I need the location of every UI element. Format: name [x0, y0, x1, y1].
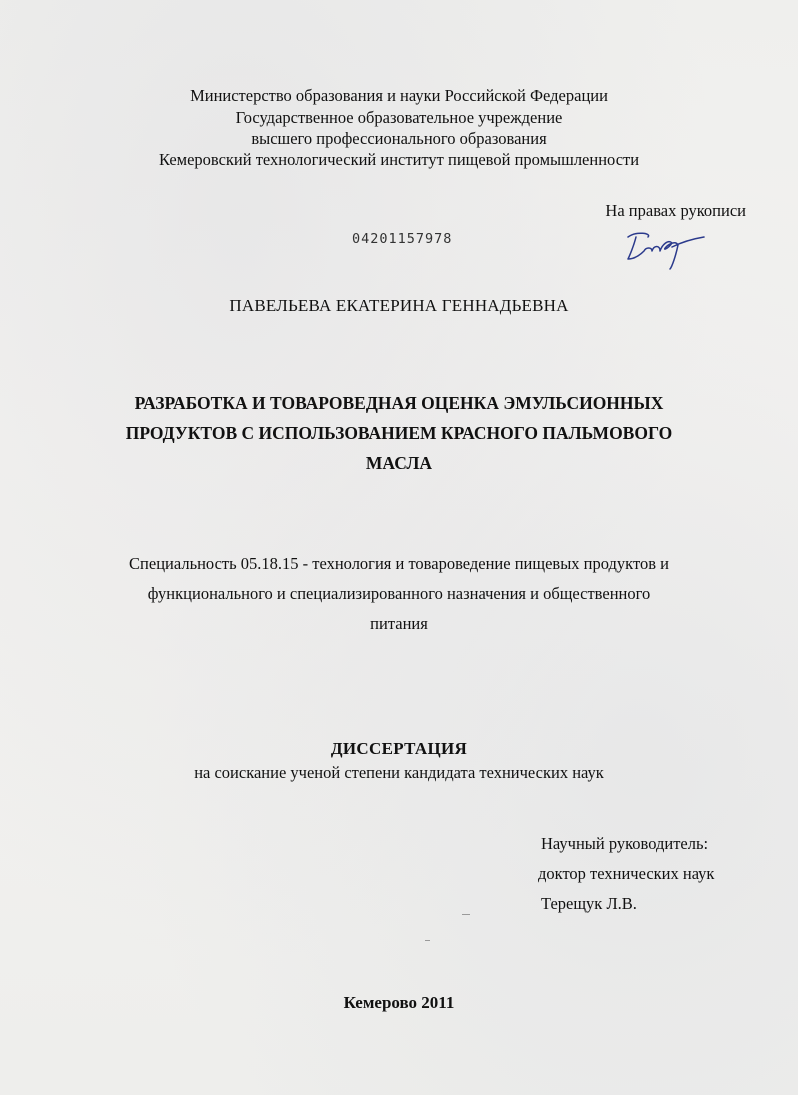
title-line: ПРОДУКТОВ С ИСПОЛЬЗОВАНИЕМ КРАСНОГО ПАЛЬМОВОГО [125, 423, 673, 443]
specialty-line: Специальность 05.18.15 - технология и товароведение пищевых продуктов и [129, 554, 669, 573]
institution-type-line: Государственное образовательное учреждение [235, 108, 563, 127]
education-level-line: высшего профессионального образования [251, 129, 547, 148]
degree-line: на соискание ученой степени кандидата технических наук [194, 763, 604, 782]
title-line: МАСЛА [365, 453, 433, 473]
city-year: Кемерово 2011 [343, 993, 455, 1012]
institute-line: Кемеровский технологический институт пищевой промышленности [158, 150, 640, 169]
scan-speck [462, 914, 470, 915]
ministry-line: Министерство образования и науки Российской Федерации [190, 86, 608, 105]
catalog-number-stamp: 04201157978 [352, 231, 453, 247]
specialty-line: функционального и специализированного назначения и общественного [147, 584, 651, 603]
specialty-line: питания [370, 614, 428, 633]
document-type-heading: ДИССЕРТАЦИЯ [330, 739, 468, 758]
supervisor-label: Научный руководитель: [541, 834, 709, 853]
supervisor-name: Терещук Л.В. [541, 894, 637, 913]
manuscript-note: На правах рукописи [605, 201, 746, 220]
dissertation-title [0, 388, 798, 478]
author-name: ПАВЕЛЬЕВА ЕКАТЕРИНА ГЕННАДЬЕВНА [229, 296, 569, 315]
supervisor-rank: доктор технических наук [538, 864, 715, 883]
title-line: РАЗРАБОТКА И ТОВАРОВЕДНАЯ ОЦЕНКА ЭМУЛЬСИОННЫХ [134, 393, 664, 413]
scan-speck [425, 940, 430, 941]
signature [622, 225, 706, 273]
specialty-block [0, 549, 798, 639]
